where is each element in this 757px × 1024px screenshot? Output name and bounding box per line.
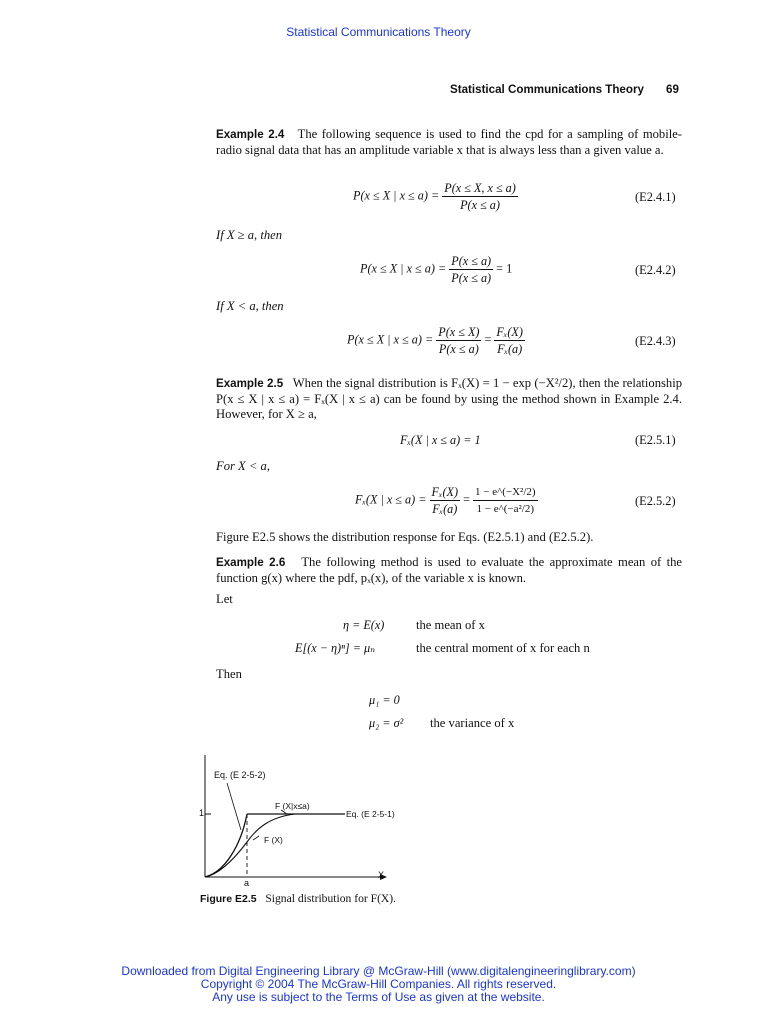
curve-conditional (205, 814, 247, 877)
fig-label-a: a (244, 878, 250, 888)
example-2-4-paragraph (216, 127, 682, 158)
example-2-5-label: Example 2.5 (216, 377, 284, 390)
eq-fraction-1 (430, 485, 460, 516)
equation-number-e2-4-2: (E2.4.2) (635, 263, 676, 277)
definition-mean-expr: η = E(x) (343, 618, 385, 632)
curve-fx (205, 814, 295, 877)
eq-lhs: P(x ≤ X | x ≤ a) = (347, 332, 434, 347)
eq-fraction (442, 181, 518, 212)
moment-mu1: μ₁ = 0 (369, 693, 400, 707)
equation-e2-4-3 (347, 325, 525, 356)
eq-fraction (449, 254, 493, 285)
footer (0, 965, 757, 1004)
example-2-6-paragraph (216, 555, 682, 586)
eq-lhs: Fₓ(X | x ≤ a) = (355, 492, 427, 507)
definition-mean-desc: the mean of x (416, 618, 485, 632)
equation-number-e2-4-3: (E2.4.3) (635, 334, 676, 348)
definition-central-moment-expr: E[(x − η)ⁿ] = μₙ (295, 641, 376, 655)
running-header-title: Statistical Communications Theory (450, 83, 644, 96)
equation-number-e2-5-2: (E2.5.2) (635, 494, 676, 508)
eq-rhs: = 1 (496, 261, 513, 276)
example-2-4-text: The following sequence is used to find the cpd for a sampling of mobile-radio signal data that has an amplitude variable x that is always less than a given value a. (216, 127, 683, 157)
eq-equals: = (484, 332, 492, 347)
figure-caption (200, 892, 396, 905)
fig-label-eq-2-5-2: Eq. (E 2-5-2) (214, 770, 266, 780)
condition-x-ge-a: If X ≥ a, then (216, 228, 283, 242)
equation-number-e2-5-1: (E2.5.1) (635, 433, 676, 447)
eq-denominator: Fₓ(a) (432, 502, 458, 516)
equation-e2-4-1 (353, 181, 518, 212)
equation-e2-5-1: Fₓ(X | x ≤ a) = 1 (400, 433, 481, 447)
eq-denominator: P(x ≤ a) (451, 271, 492, 285)
eq-numerator: P(x ≤ X, x ≤ a) (444, 181, 516, 195)
example-2-5-text: When the signal distribution is Fₓ(X) = 1 − exp (−X²/2), then the relationship P(x ≤ X | x ≤ a) = Fₓ(X | x ≤ a) can be found by using the method shown in Example 2.4. However, for X ≥ a, (216, 376, 682, 421)
figure-caption-text: Signal distribution for F(X). (265, 892, 397, 905)
eq-denominator: Fₓ(a) (497, 342, 523, 356)
equation-e2-4-2 (360, 254, 512, 285)
eq-equals: = (463, 492, 470, 507)
eq-fraction-2 (473, 485, 538, 516)
fig-label-fx: F (X) (264, 835, 283, 845)
top-link[interactable]: Statistical Communications Theory (286, 25, 471, 39)
condition-x-lt-a: If X < a, then (216, 299, 284, 313)
eq-lhs: P(x ≤ X | x ≤ a) = (353, 188, 440, 203)
figure-reference-sentence: Figure E2.5 shows the distribution response for Eqs. (E2.5.1) and (E2.5.2). (216, 530, 594, 544)
example-2-5-paragraph (216, 376, 682, 423)
footer-terms[interactable]: Any use is subject to the Terms of Use as given at the website. (212, 990, 545, 1004)
eq-lhs: P(x ≤ X | x ≤ a) = (360, 261, 447, 276)
eq-denominator: P(x ≤ a) (438, 342, 479, 356)
example-2-6-text: The following method is used to evaluate the approximate mean of the function g(x) where the pdf, pₓ(x), of the variable x is known. (216, 555, 683, 585)
fig-label-eq-2-5-1: Eq. (E 2-5-1) (346, 809, 395, 819)
then-label: Then (216, 667, 242, 681)
example-2-6-label: Example 2.6 (216, 556, 286, 569)
moment-mu2-desc: the variance of x (430, 716, 515, 730)
eq-denominator: P(x ≤ a) (460, 198, 500, 212)
leader-fx (253, 836, 259, 840)
equation-number-e2-4-1: (E2.4.1) (635, 190, 676, 204)
footer-download-link[interactable]: Downloaded from Digital Engineering Library @ McGraw-Hill (www.digitalengineeringlibrary.com) (121, 964, 636, 978)
footer-copyright[interactable]: Copyright © 2004 The McGraw-Hill Companies. All rights reserved. (200, 977, 557, 991)
figure-caption-label: Figure E2.5 (200, 893, 257, 905)
eq-denominator: 1 − e^(−a²/2) (476, 503, 535, 515)
fig-label-x: X (378, 870, 385, 880)
leader-eq-2-5-2 (227, 783, 241, 830)
fig-label-one: 1 (199, 808, 205, 818)
fig-label-conditional: F (X|x≤a) (275, 801, 310, 811)
eq-numerator: 1 − e^(−X²/2) (473, 485, 538, 501)
condition-x-lt-a-2: For X < a, (216, 459, 270, 473)
eq-numerator: P(x ≤ a) (451, 254, 492, 268)
let-label: Let (216, 592, 233, 606)
eq-numerator: Fₓ(X) (496, 325, 523, 339)
page-number: 69 (666, 83, 679, 96)
eq-fraction-1 (436, 325, 481, 356)
example-2-4-label: Example 2.4 (216, 128, 285, 141)
equation-e2-5-2 (355, 485, 538, 516)
moment-mu2: μ₂ = σ² (369, 716, 404, 730)
definition-central-moment-desc: the central moment of x for each n (416, 641, 590, 655)
eq-fraction-2 (494, 325, 524, 356)
eq-numerator: Fₓ(X) (431, 485, 459, 499)
eq-numerator: P(x ≤ X) (438, 325, 480, 339)
